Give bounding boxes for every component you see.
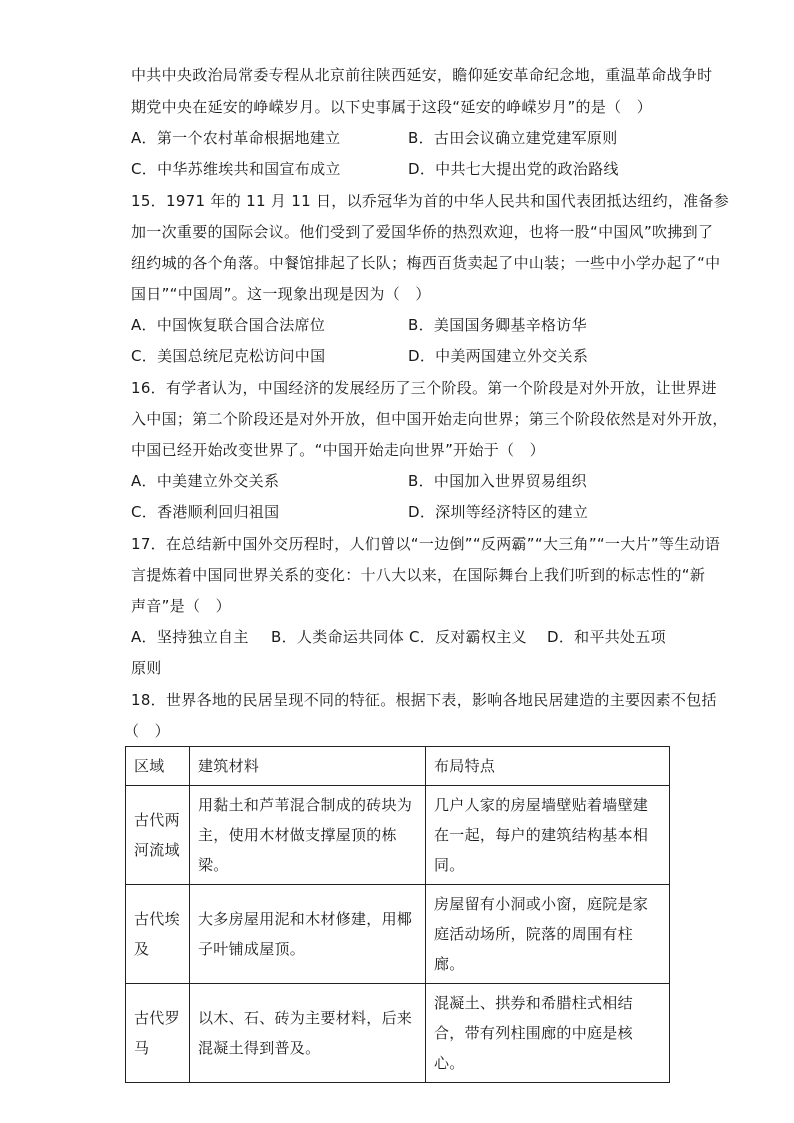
q15-stem-line-3: 纽约城的各个角落。中餐馆排起了长队；梅西百货卖起了中山装；一些中小学办起了“中: [131, 254, 721, 272]
q16-option-b[interactable]: B．中国加入世界贸易组织: [408, 472, 587, 490]
q16-option-d[interactable]: D．深圳等经济特区的建立: [408, 503, 589, 521]
table-header-cell: 区域: [126, 747, 190, 786]
q16-stem-line-1: 16．有学者认为，中国经济的发展经历了三个阶段。第一个阶段是对外开放，让世界进: [131, 379, 717, 397]
q16-option-a[interactable]: A．中美建立外交关系: [131, 472, 280, 490]
q17-option-a[interactable]: A．坚持独立自主: [131, 628, 249, 646]
q15-option-a[interactable]: A．中国恢复联合国合法席位: [131, 316, 326, 334]
q14-stem-line-2: 期党中央在延安的峥嵘岁月。以下史事属于这段“延安的峥嵘岁月”的是（ ）: [131, 98, 653, 116]
table-cell: 古代罗马: [126, 984, 190, 1083]
q15-option-b[interactable]: B．美国国务卿基辛格访华: [408, 316, 587, 334]
q15-stem-line-2: 加一次重要的国际会议。他们受到了爱国华侨的热烈欢迎，也将一股“中国风”吹拂到了: [131, 223, 714, 241]
table-row: [126, 786, 670, 885]
q18-stem-line-2: （ ）: [124, 722, 170, 740]
table-row: [126, 984, 670, 1083]
q14-option-d[interactable]: D．中共七大提出党的政治路线: [408, 160, 619, 178]
table-cell: 混凝土、拱券和希腊柱式相结合，带有列柱围廊的中庭是核心。: [426, 984, 670, 1083]
table-cell: 以木、石、砖为主要材料，后来混凝土得到普及。: [190, 984, 426, 1083]
q17-stem-line-3: 声音”是（ ）: [131, 597, 231, 615]
q17-stem-line-1: 17．在总结新中国外交历程时，人们曾以“一边倒”“反两霸”“大三角”“一大片”等生动语: [131, 535, 721, 553]
table-cell: 古代两河流域: [126, 786, 190, 885]
table-cell: 大多房屋用泥和木材修建，用椰子叶铺成屋顶。: [190, 885, 426, 984]
table-header-cell: 布局特点: [426, 747, 670, 786]
table-header-cell: 建筑材料: [190, 747, 426, 786]
q17-option-c[interactable]: C．反对霸权主义: [409, 628, 527, 646]
q17-option-d-wrap: 原则: [131, 659, 162, 677]
table-cell: 几户人家的房屋墙壁贴着墙壁建在一起，每户的建筑结构基本相同。: [426, 786, 670, 885]
q17-option-d[interactable]: D．和平共处五项: [547, 628, 666, 646]
q15-option-d[interactable]: D．中美两国建立外交关系: [408, 347, 589, 365]
q15-stem-line-4: 国日”“中国周”。这一现象出现是因为（ ）: [131, 285, 431, 303]
q18-table: [125, 746, 670, 1083]
q16-option-c[interactable]: C．香港顺利回归祖国: [131, 503, 280, 521]
table-cell: 房屋留有小洞或小窗，庭院是家庭活动场所，院落的周围有柱廊。: [426, 885, 670, 984]
q15-stem-line-1: 15．1971 年的 11 月 11 日，以乔冠华为首的中华人民共和国代表团抵达纽约，准备参: [131, 192, 730, 210]
table-cell: 用黏土和芦苇混合制成的砖块为主，使用木材做支撑屋顶的栋梁。: [190, 786, 426, 885]
q17-option-b[interactable]: B．人类命运共同体: [271, 628, 404, 646]
q16-stem-line-3: 中国已经开始改变世界了。“中国开始走向世界”开始于（ ）: [131, 441, 545, 459]
q14-stem-line-1: 中共中央政治局常委专程从北京前往陕西延安，瞻仰延安革命纪念地，重温革命战争时: [131, 66, 713, 84]
q17-stem-line-2: 言提炼着中国同世界关系的变化：十八大以来，在国际舞台上我们听到的标志性的“新: [131, 566, 706, 584]
table-cell: 古代埃及: [126, 885, 190, 984]
table-header-row: [126, 747, 670, 786]
q14-option-a[interactable]: A．第一个农村革命根据地建立: [131, 129, 341, 147]
q18-stem-line-1: 18．世界各地的民居呈现不同的特征。根据下表，影响各地民居建造的主要因素不包括: [131, 691, 717, 709]
table-row: [126, 885, 670, 984]
q16-stem-line-2: 入中国；第二个阶段还是对外开放，但中国开始走向世界；第三个阶段依然是对外开放，: [131, 410, 728, 428]
q14-option-b[interactable]: B．古田会议确立建党建军原则: [408, 129, 618, 147]
q14-option-c[interactable]: C．中华苏维埃共和国宣布成立: [131, 160, 341, 178]
q15-option-c[interactable]: C．美国总统尼克松访问中国: [131, 347, 326, 365]
